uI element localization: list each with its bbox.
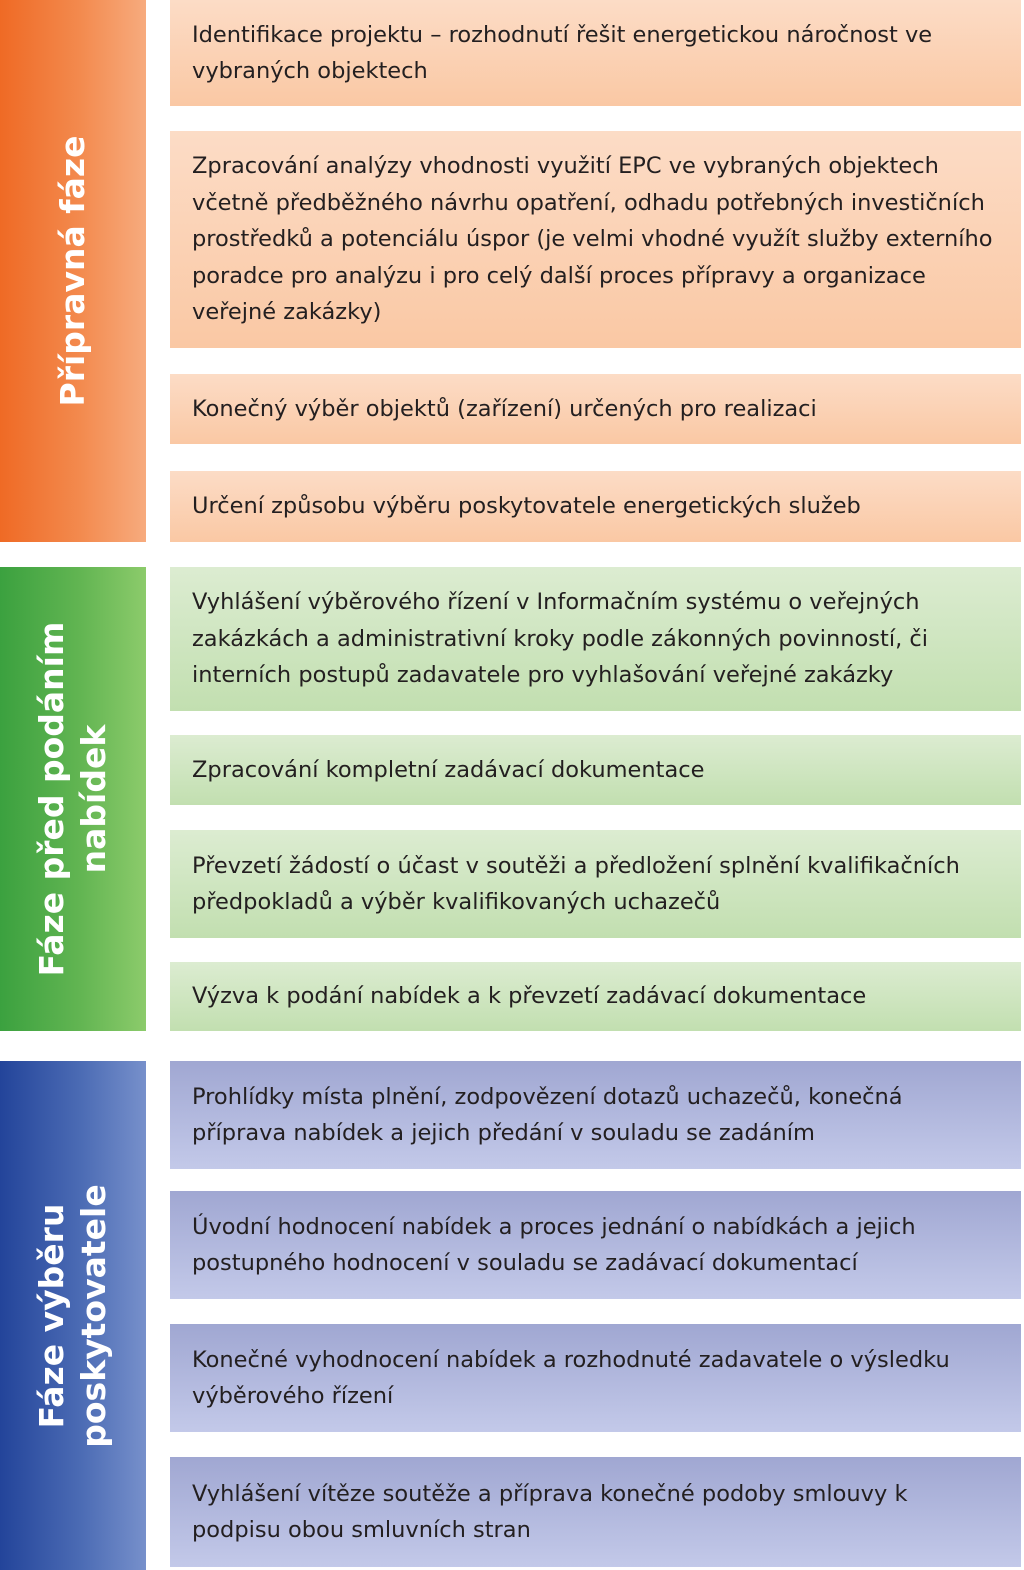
step-box bbox=[170, 1324, 1021, 1432]
step-box bbox=[170, 1457, 1021, 1567]
step-text: Zpracování analýzy vhodnosti využití EPC ve vybraných objektech včetně předběžného návrhu opatření, odhadu potřebných investičních prostředků a potenciálu úspor (je velmi vhodné využít služby externího poradce pro analýzu i pro celý další proces přípravy a organizace veřejné zakázky) bbox=[192, 153, 993, 326]
step-box bbox=[170, 471, 1021, 542]
step-text: Zpracování kompletní zadávací dokumentace bbox=[192, 756, 705, 783]
step-box bbox=[170, 0, 1021, 106]
phase-title-line: Fáze výběru bbox=[32, 1203, 71, 1428]
phase-title bbox=[31, 1184, 115, 1447]
step-text: Převzetí žádostí o účast v soutěži a předložení splnění kvalifikačních předpokladů a výběr kvalifikovaných uchazečů bbox=[192, 852, 960, 915]
step-box bbox=[170, 1191, 1021, 1299]
step-box bbox=[170, 131, 1021, 348]
phase-title-line: Fáze před podáním bbox=[32, 621, 71, 977]
step-text: Identifikace projektu – rozhodnutí řešit energetickou náročnost ve vybraných objektech bbox=[192, 21, 933, 84]
step-box bbox=[170, 374, 1021, 444]
step-box bbox=[170, 567, 1021, 711]
phase-title-line: poskytovatele bbox=[74, 1183, 113, 1448]
phase-label-preparatory bbox=[0, 0, 146, 542]
phase-label-provider-selection bbox=[0, 1061, 146, 1570]
phase-title bbox=[52, 136, 94, 407]
step-text: Prohlídky místa plnění, zodpovězení dotazů uchazečů, konečná příprava nabídek a jejich předání v souladu se zadáním bbox=[192, 1083, 903, 1146]
phase-label-pre-submission bbox=[0, 567, 146, 1031]
step-box bbox=[170, 830, 1021, 938]
step-text: Vyhlášení vítěze soutěže a příprava konečné podoby smlouvy k podpisu obou smluvních stran bbox=[192, 1480, 908, 1543]
phase-title bbox=[31, 622, 115, 977]
step-text: Určení způsobu výběru poskytovatele energetických služeb bbox=[192, 493, 861, 520]
step-text: Konečný výběr objektů (zařízení) určených pro realizaci bbox=[192, 395, 817, 422]
step-box bbox=[170, 1061, 1021, 1169]
phase-title-line: nabídek bbox=[74, 724, 113, 874]
step-text: Vyhlášení výběrového řízení v Informačním systému o veřejných zakázkách a administrativní kroky podle zákonných povinností, či interních postupů zadavatele pro vyhlašování veřejné zakázky bbox=[192, 589, 929, 689]
phase-title-line: Přípravná fáze bbox=[53, 135, 92, 407]
step-box bbox=[170, 962, 1021, 1031]
step-text: Úvodní hodnocení nabídek a proces jednání o nabídkách a jejich postupného hodnocení v souladu se zadávací dokumentací bbox=[192, 1213, 916, 1276]
step-box bbox=[170, 735, 1021, 805]
step-text: Výzva k podání nabídek a k převzetí zadávací dokumentace bbox=[192, 983, 867, 1010]
step-text: Konečné vyhodnocení nabídek a rozhodnuté zadavatele o výsledku výběrového řízení bbox=[192, 1346, 950, 1409]
